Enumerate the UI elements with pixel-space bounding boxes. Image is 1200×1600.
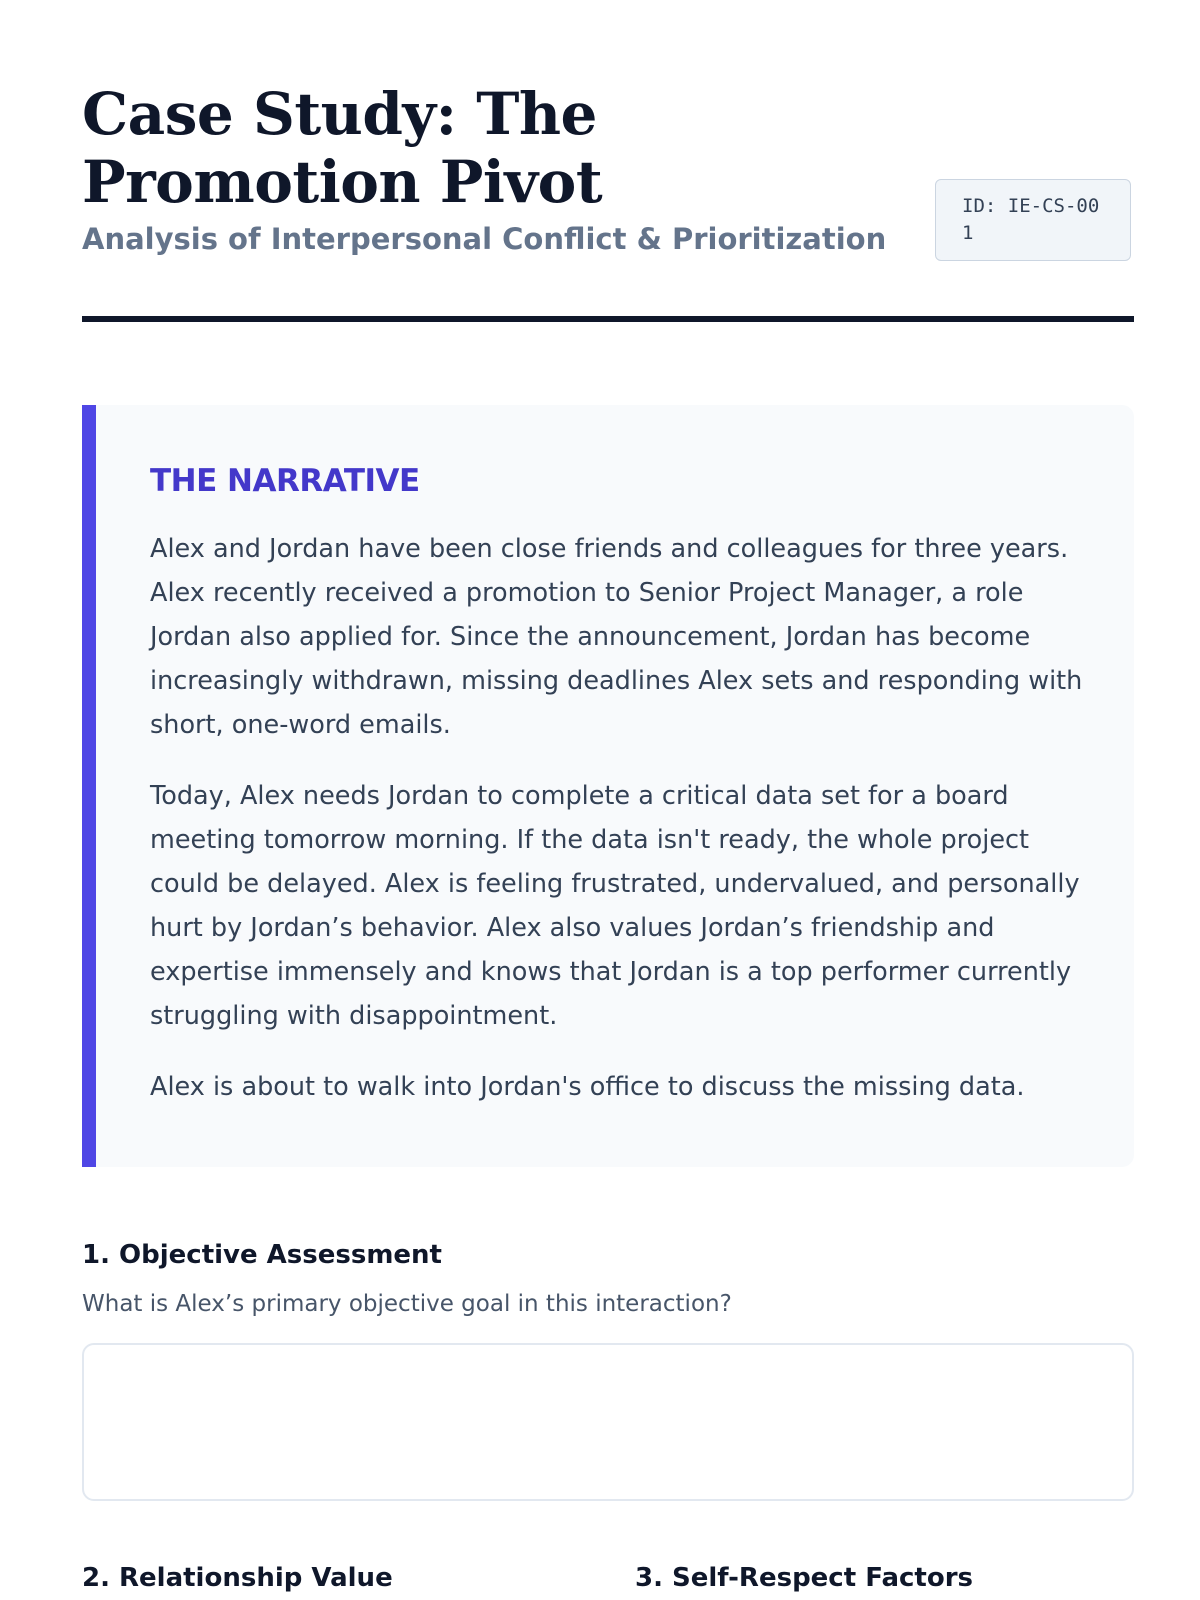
narrative-panel	[82, 405, 1134, 1167]
page-subtitle: Analysis of Interpersonal Conflict & Prioritization	[82, 222, 887, 256]
objective-answer-field[interactable]	[82, 1343, 1134, 1501]
question-prompt-objective: What is Alex’s primary objective goal in this interaction?	[82, 1291, 732, 1317]
case-id-badge: ID: IE-CS-001	[935, 179, 1131, 261]
header-divider	[82, 316, 1134, 322]
page-title: Case Study: The Promotion Pivot	[82, 80, 603, 216]
question-title-relationship: 2. Relationship Value	[82, 1563, 393, 1593]
question-title-objective: 1. Objective Assessment	[82, 1240, 442, 1270]
narrative-paragraph: Alex is about to walk into Jordan's office to discuss the missing data.	[150, 1072, 1025, 1102]
question-title-self-respect: 3. Self-Respect Factors	[635, 1563, 973, 1593]
narrative-heading: THE NARRATIVE	[150, 463, 420, 499]
narrative-paragraph: Today, Alex needs Jordan to complete a critical data set for a board meeting tomorrow morning. If the data isn't ready, the whole project could be delayed. Alex is feeling frustrated, undervalued, and personally hurt by Jordan’s behavior. Alex also values Jordan’s friendship and expertise immensely and knows that Jordan is a top performer currently struggling with disappointment.	[150, 781, 1080, 1031]
narrative-paragraph: Alex and Jordan have been close friends and colleagues for three years. Alex recently received a promotion to Senior Project Manager, a role Jordan also applied for. Since the announcement, Jordan has become increasingly withdrawn, missing deadlines Alex sets and responding with short, one-word emails.	[150, 534, 1083, 740]
